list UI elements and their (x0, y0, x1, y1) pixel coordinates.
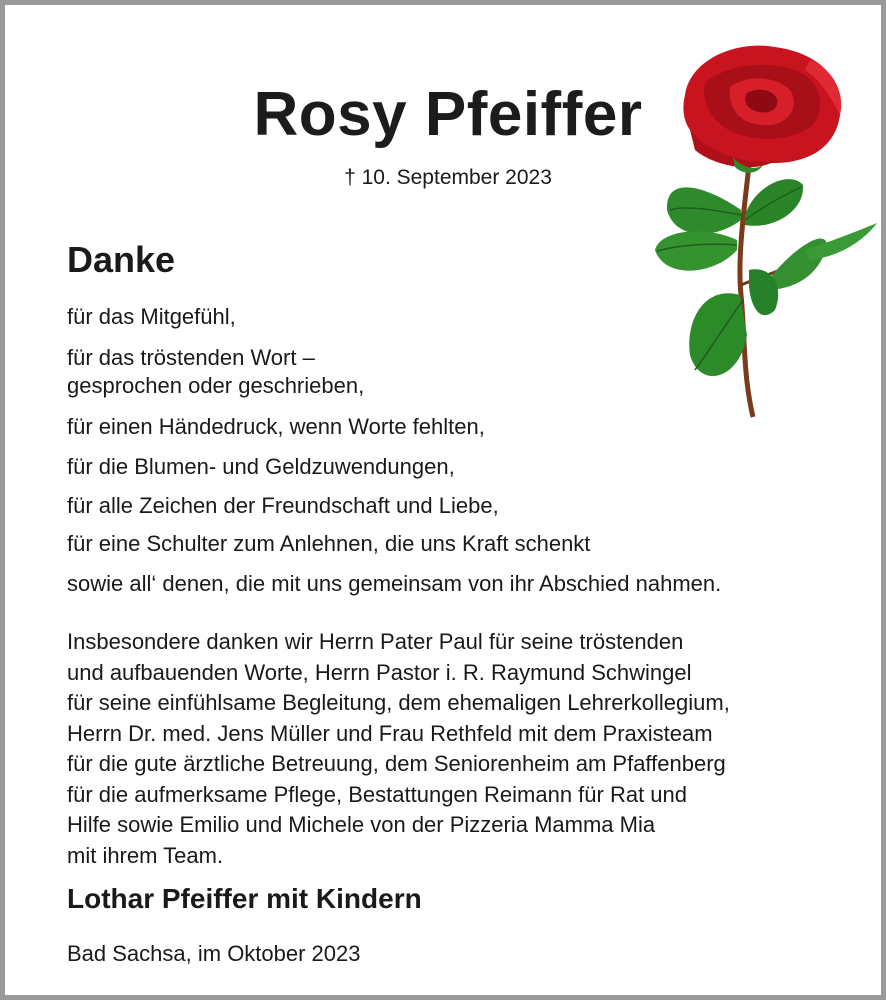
thanks-heading: Danke (67, 239, 176, 280)
place-date: Bad Sachsa, im Oktober 2023 (67, 941, 361, 966)
red-rose-image (645, 35, 885, 425)
thanks-line: gesprochen oder geschrieben, (67, 373, 365, 398)
paragraph-line: für die aufmerksame Pflege, Bestattungen Reimann für Rat und (67, 781, 688, 807)
paragraph-line: für die gute ärztliche Betreuung, dem Seniorenheim am Pfaffenberg (67, 751, 726, 776)
thanks-line: für das tröstenden Wort – (67, 345, 315, 370)
acknowledgement-paragraph (67, 627, 730, 871)
paragraph-line: Hilfe sowie Emilio und Michele von der Pizzeria Mamma Mia (67, 812, 656, 837)
paragraph-line: für seine einfühlsame Begleitung, dem ehemaligen Lehrerkollegium, (67, 690, 730, 715)
thanks-line: für einen Händedruck, wenn Worte fehlten, (67, 414, 485, 439)
signoff-family: Lothar Pfeiffer mit Kindern (67, 883, 422, 914)
thanks-line: für die Blumen- und Geldzuwendungen, (67, 454, 455, 479)
paragraph-line: und aufbauenden Worte, Herrn Pastor i. R. Raymund Schwingel (67, 659, 692, 685)
death-date: † 10. September 2023 (344, 166, 552, 189)
thanks-line: für das Mitgefühl, (67, 304, 236, 329)
deceased-name: Rosy Pfeiffer (253, 80, 643, 149)
paragraph-line: mit ihrem Team. (67, 842, 224, 868)
paragraph-line: Insbesondere danken wir Herrn Pater Paul für seine tröstenden (67, 629, 684, 654)
paragraph-line: Herrn Dr. med. Jens Müller und Frau Rethfeld mit dem Praxisteam (67, 720, 713, 746)
thanks-line: für eine Schulter zum Anlehnen, die uns Kraft schenkt (67, 531, 591, 556)
thanks-line: sowie all‘ denen, die mit uns gemeinsam von ihr Abschied nahmen. (67, 571, 722, 596)
thanks-line: für alle Zeichen der Freundschaft und Liebe, (67, 493, 499, 518)
